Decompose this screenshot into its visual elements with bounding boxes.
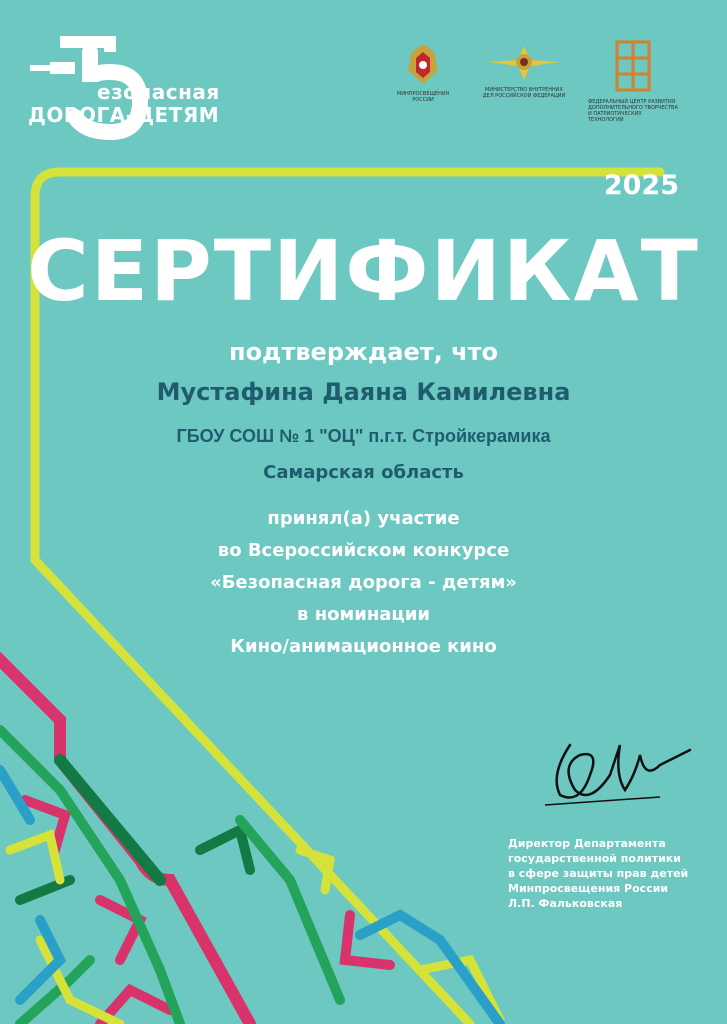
signer-line-2: государственной политики xyxy=(508,852,681,865)
partner-caption: МИНИСТЕРСТВО ВНУТРЕННИХ ДЕЛ РОССИЙСКОЙ ФЕДЕРАЦИИ xyxy=(482,87,566,99)
ministry-emblem xyxy=(396,42,450,103)
dark-green-arrow xyxy=(200,830,250,870)
center-logo-icon xyxy=(613,38,653,94)
green-line-2 xyxy=(240,820,340,1000)
confirms-text: подтверждает, что xyxy=(228,338,498,366)
center-logo xyxy=(588,38,678,123)
signer-block xyxy=(508,836,708,911)
logo-line-2: ДОРОГА–ДЕТЯМ xyxy=(28,103,220,127)
yellow-line-2 xyxy=(10,835,60,880)
signer-line-3: в сфере защиты прав детей xyxy=(508,867,689,880)
signer-line-1: Директор Департамента xyxy=(508,837,666,850)
participation-line-5: Кино/анимационное кино xyxy=(230,636,497,657)
participation-line-1: принял(а) участие xyxy=(267,508,460,529)
logo-line-1: езопасная xyxy=(97,80,220,104)
yellow-arrow-1 xyxy=(300,850,330,890)
participation-line-2: во Всероссийском конкурсе xyxy=(217,540,510,561)
partner-caption: МИНПРОСВЕЩЕНИЯ РОССИИ xyxy=(396,91,450,103)
recipient-name: Мустафина Даяна Камилевна xyxy=(156,378,571,406)
participation-line-3: «Безопасная дорога - детям» xyxy=(210,572,517,593)
school-name: ГБОУ СОШ № 1 "ОЦ" п.г.т. Стройкерамика xyxy=(176,426,551,446)
certificate-title: СЕРТИФИКАТ xyxy=(27,222,700,320)
ministry-emblem-icon xyxy=(406,42,440,86)
police-emblem xyxy=(482,42,566,99)
certificate-year: 2025 xyxy=(603,170,679,201)
region-name: Самарская область xyxy=(263,462,464,483)
signer-line-5: Л.П. Фальковская xyxy=(508,897,623,910)
signer-line-4: Минпросвещения России xyxy=(508,882,669,895)
police-emblem-icon xyxy=(484,42,564,82)
signature-image xyxy=(540,735,700,815)
partner-caption: ФЕДЕРАЛЬНЫЙ ЦЕНТР РАЗВИТИЯ ДОПОЛНИТЕЛЬНОГО ТВОРЧЕСТВА И ПАТРИОТИЧЕСКИХ ТЕХНОЛОГИЙ xyxy=(588,99,678,123)
participation-line-4: в номинации xyxy=(297,604,430,625)
blue-road-line xyxy=(0,770,30,820)
